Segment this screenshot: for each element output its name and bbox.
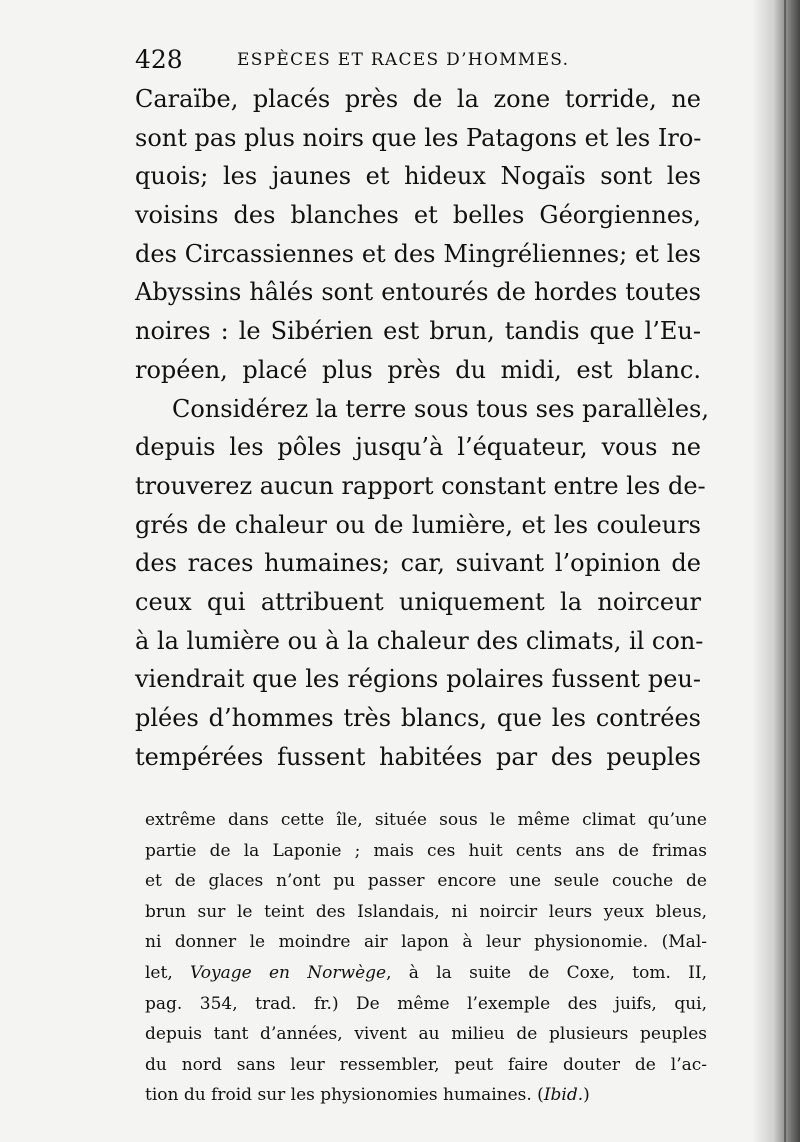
footnote-line: ni donner le moindre air lapon à leur physionomie. (Mal- bbox=[145, 932, 707, 953]
footnote-line: depuis tant d’années, vivent au milieu de plusieurs peuples bbox=[145, 1024, 707, 1045]
text-line: plées d’hommes très blancs, que les contrées bbox=[135, 704, 701, 732]
text-line: quois; les jaunes et hideux Nogaïs sont les bbox=[135, 162, 701, 191]
text-line: tempérées fussent habitées par des peuples bbox=[135, 742, 701, 771]
ibid-italic: Ibid. bbox=[543, 1085, 584, 1106]
footnote-line: du nord sans leur ressembler, peut faire douter de l’ac- bbox=[145, 1054, 707, 1075]
text-line: grés de chaleur ou de lumière, et les couleurs bbox=[135, 510, 701, 539]
text-line: trouverez aucun rapport constant entre les de- bbox=[135, 471, 706, 500]
book-title-italic: Voyage en Norwège bbox=[190, 962, 387, 983]
footnote-text: ) bbox=[583, 1085, 590, 1106]
paragraph-2 bbox=[135, 390, 709, 777]
paragraph-1 bbox=[135, 80, 701, 390]
text-line: à la lumière ou à la chaleur des climats, il con- bbox=[135, 626, 704, 655]
footnote-line: pag. 354, trad. fr.) De même l’exemple des juifs, qui, bbox=[145, 993, 707, 1014]
footnote-line: brun sur le teint des Islandais, ni noircir leurs yeux bleus, bbox=[145, 901, 707, 922]
text-line: voisins des blanches et belles Géorgiennes, bbox=[135, 201, 701, 230]
text-line: Considérez la terre sous tous ses parallèles, bbox=[172, 394, 709, 423]
text-line: ceux qui attribuent uniquement la noirceur bbox=[135, 587, 701, 616]
footnote-text: let, bbox=[145, 962, 191, 983]
text-line: depuis les pôles jusqu’à l’équateur, vous ne bbox=[135, 433, 701, 462]
footnote-line: extrême dans cette île, située sous le même climat qu’une bbox=[145, 810, 707, 830]
page-edge-shadow bbox=[752, 0, 800, 1142]
main-text bbox=[135, 80, 709, 776]
text-line: des races humaines; car, suivant l’opinion de bbox=[135, 549, 701, 578]
page-number: 428 bbox=[135, 45, 183, 74]
footnote-text: , à la suite de Coxe, tom. II, bbox=[386, 962, 707, 983]
text-line: noires : le Sibérien est brun, tandis que l’Eu- bbox=[135, 317, 701, 346]
text-line: Abyssins hâlés sont entourés de hordes toutes bbox=[135, 278, 701, 307]
footnote-text: tion du froid sur les physionomies humaines. ( bbox=[145, 1085, 544, 1106]
text-line: des Circassiennes et des Mingréliennes; et les bbox=[135, 239, 701, 268]
footnote-line bbox=[145, 1080, 707, 1111]
running-title: ESPÈCES ET RACES D’HOMMES. bbox=[237, 50, 570, 70]
text-line: ropéen, placé plus près du midi, est blanc. bbox=[135, 355, 701, 384]
footnote-line: partie de la Laponie ; mais ces huit cents ans de frimas bbox=[145, 840, 707, 861]
footnote-line: et de glaces n’ont pu passer encore une seule couche de bbox=[145, 871, 707, 892]
page-edge-line bbox=[784, 0, 786, 1142]
footnote-line bbox=[145, 958, 707, 989]
text-line: Caraïbe, placés près de la zone torride, ne bbox=[135, 85, 701, 113]
text-line: sont pas plus noirs que les Patagons et les Iro- bbox=[135, 123, 702, 152]
page-header bbox=[135, 42, 735, 82]
footnote bbox=[145, 805, 707, 1111]
text-line: viendrait que les régions polaires fussent peu- bbox=[135, 665, 701, 694]
